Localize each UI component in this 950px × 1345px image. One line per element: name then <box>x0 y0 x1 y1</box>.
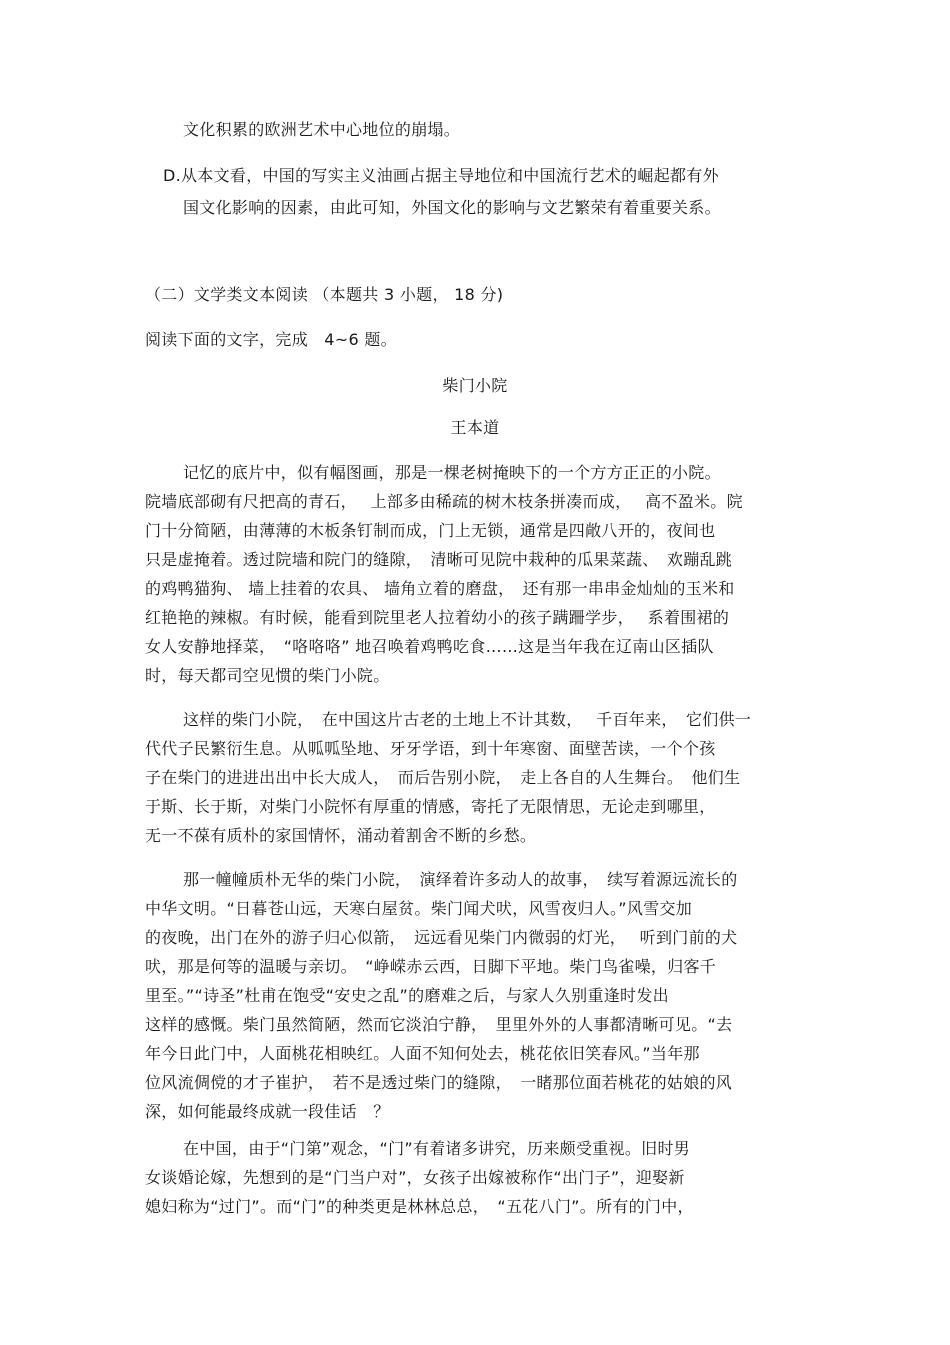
paragraph-line: 代代子民繁衍生息。从呱呱坠地、牙牙学语，到十年寒窗、面壁苦读，一个个孩 <box>145 739 716 758</box>
reading-instruction: 阅读下面的文字，完成 4~6 题。 <box>145 330 397 349</box>
paragraph-line: 这样的柴门小院， 在中国这片古老的土地上不计其数， 千百年来， 它们供一 <box>183 710 752 729</box>
paragraph-line: 深，如何能最终成就一段佳话 ？ <box>145 1102 390 1121</box>
article-title: 柴门小院 <box>442 376 508 395</box>
paragraph-line: 女谈婚论嫁，先想到的是“门当户对”，女孩子出嫁被称作“出门子”，迎娶新 <box>145 1168 685 1187</box>
paragraph-line: 无一不葆有质朴的家国情怀，涌动着割舍不断的乡愁。 <box>145 826 537 845</box>
option-c-tail: 文化积累的欧洲艺术中心地位的崩塌。 <box>183 120 461 139</box>
section-heading: （二）文学类文本阅读 （本题共 3 小题， 18 分) <box>145 285 504 304</box>
paragraph-line: 位风流倜傥的才子崔护， 若不是透过柴门的缝隙， 一睹那位面若桃花的姑娘的风 <box>145 1073 733 1092</box>
paragraph-line: 只是虚掩着。透过院墙和院门的缝隙， 清晰可见院中栽种的瓜果菜蔬、 欢蹦乱跳 <box>145 550 733 569</box>
option-d-line: D.从本文看，中国的写实主义油画占据主导地位和中国流行艺术的崛起都有外 <box>163 166 719 185</box>
paragraph-line: 这样的感慨。柴门虽然简陋，然而它淡泊宁静， 里里外外的人事都清晰可见。“去 <box>145 1015 733 1034</box>
paragraph-line: 年今日此门中，人面桃花相映红。人面不知何处去，桃花依旧笑春风。”当年那 <box>145 1044 700 1063</box>
paragraph-line: 的鸡鸭猫狗、 墙上挂着的农具、 墙角立着的磨盘， 还有那一串串金灿灿的玉米和 <box>145 579 735 598</box>
paragraph-line: 子在柴门的进进出出中长大成人， 而后告别小院， 走上各自的人生舞台。 他们生 <box>145 768 741 787</box>
option-d-line: 国文化影响的因素，由此可知，外国文化的影响与文艺繁荣有着重要关系。 <box>183 198 721 217</box>
paragraph-line: 门十分简陋，由薄薄的木板条钉制而成，门上无锁，通常是四敞八开的，夜间也 <box>145 521 716 540</box>
paragraph-line: 媳妇称为“过门”。而“门”的种类更是林林总总， “五花八门”。所有的门中， <box>145 1197 694 1216</box>
paragraph-line: 里至。”“诗圣”杜甫在饱受“安史之乱”的磨难之后，与家人久别重逢时发出 <box>145 986 669 1005</box>
paragraph-line: 于斯、长于斯，对柴门小院怀有厚重的情感，寄托了无限情思，无论走到哪里， <box>145 797 716 816</box>
paragraph-line: 那一幢幢质朴无华的柴门小院， 演绎着许多动人的故事， 续写着源远流长的 <box>183 870 738 889</box>
paragraph-line: 院墙底部砌有尺把高的青石， 上部多由稀疏的树木枝条拼凑而成， 高不盈米。院 <box>145 492 743 511</box>
paragraph-line: 红艳艳的辣椒。有时候，能看到院里老人拉着幼小的孩子蹒跚学步， 系着围裙的 <box>145 608 730 627</box>
paragraph-line: 记忆的底片中，似有幅图画，那是一棵老树掩映下的一个方方正正的小院。 <box>183 463 721 482</box>
paragraph-line: 在中国，由于“门第”观念，“门”有着诸多讲究，历来颇受重视。旧时男 <box>183 1139 691 1158</box>
paragraph-line: 的夜晚，出门在外的游子归心似箭， 远远看见柴门内微弱的灯光， 听到门前的犬 <box>145 928 738 947</box>
paragraph-line: 吠，那是何等的温暖与亲切。 “峥嵘赤云西，日脚下平地。柴门鸟雀噪，归客千 <box>145 957 717 976</box>
article-author: 王本道 <box>450 418 500 437</box>
paragraph-line: 中华文明。“日暮苍山远，天寒白屋贫。柴门闻犬吠，风雪夜归人。”风雪交加 <box>145 899 693 918</box>
paragraph-line: 时，每天都司空见惯的柴门小院。 <box>145 666 390 685</box>
paragraph-line: 女人安静地择菜， “咯咯咯” 地召唤着鸡鸭吃食……这是当年我在辽南山区插队 <box>145 637 714 656</box>
